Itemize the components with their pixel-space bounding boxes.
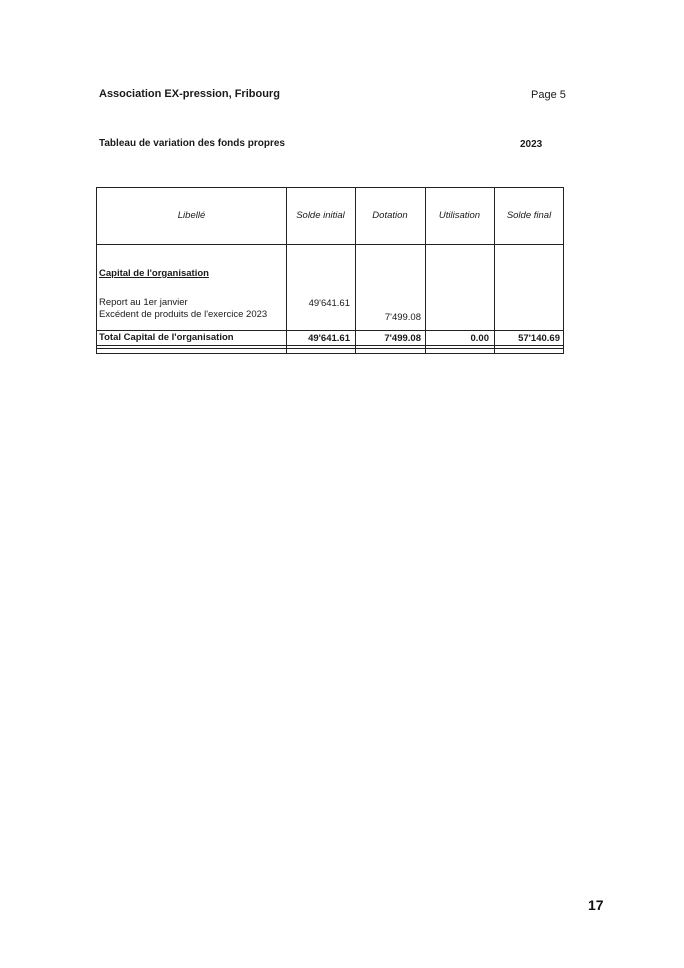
document-title: Tableau de variation des fonds propres (99, 138, 285, 149)
row-label: Report au 1er janvier (99, 297, 188, 308)
column-header-solde-final: Solde final (506, 210, 552, 221)
column-header-dotation: Dotation (372, 210, 408, 221)
header-divider (97, 244, 563, 245)
document-year: 2023 (520, 139, 543, 150)
total-utilisation: 0.00 (470, 333, 489, 344)
total-solde-initial: 49'641.61 (308, 333, 350, 344)
column-header-libelle: Libellé (177, 210, 206, 221)
total-double-line (97, 348, 563, 349)
row-solde-initial: 49'641.61 (308, 298, 350, 309)
column-header-utilisation: Utilisation (438, 210, 481, 221)
total-dotation: 7'499.08 (384, 333, 421, 344)
total-solde-final: 57'140.69 (518, 333, 560, 344)
total-top-line (97, 330, 563, 331)
organization-name: Association EX-pression, Fribourg (99, 88, 280, 100)
row-label: Excédent de produits de l'exercice 2023 (99, 309, 268, 320)
column-header-solde-initial: Solde initial (296, 210, 345, 221)
row-dotation: 7'499.08 (384, 312, 421, 323)
equity-variation-table (96, 187, 564, 354)
page-number: 17 (588, 897, 604, 913)
section-title: Capital de l'organisation (99, 268, 209, 279)
page-label: Page 5 (531, 89, 566, 101)
total-bottom-line (97, 345, 563, 346)
total-label: Total Capital de l'organisation (99, 332, 234, 343)
